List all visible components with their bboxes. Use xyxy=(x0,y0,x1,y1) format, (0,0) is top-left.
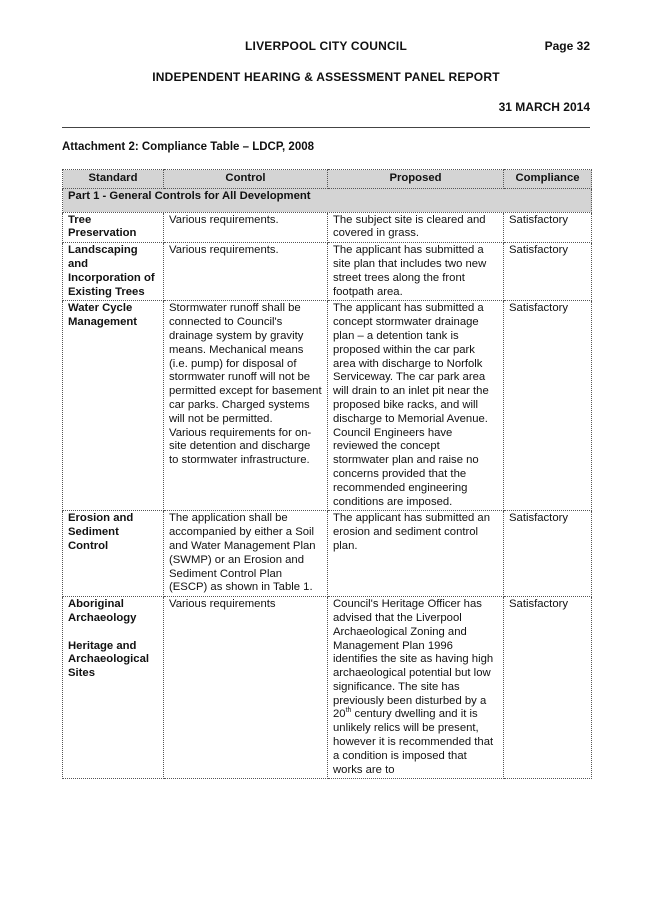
proposed-cell xyxy=(328,597,504,779)
standard-text: Aboriginal Archaeology xyxy=(68,598,137,624)
standard-cell xyxy=(63,597,164,779)
compliance-cell: Satisfactory xyxy=(504,597,592,779)
proposed-text: Council's Heritage Officer has advised that the Liverpool Archaeological Zoning and Management Plan 1996 identifies the site as having high archaeological potential but low significance. The site has previously been disturbed by a 20 xyxy=(333,598,494,721)
control-cell: Various requirements. xyxy=(164,212,328,243)
proposed-cell: The subject site is cleared and covered in grass. xyxy=(328,212,504,243)
table-row xyxy=(63,212,592,243)
compliance-cell: Satisfactory xyxy=(504,301,592,511)
compliance-table xyxy=(62,169,592,779)
column-header-standard: Standard xyxy=(63,170,164,189)
page-number: Page 32 xyxy=(544,39,590,53)
standard-cell: Water Cycle Management xyxy=(63,301,164,511)
column-header-compliance: Compliance xyxy=(504,170,592,189)
report-title: INDEPENDENT HEARING & ASSESSMENT PANEL REPORT xyxy=(152,70,500,84)
control-cell: The application shall be accompanied by either a Soil and Water Management Plan (SWMP) or an Erosion and Sediment Control Plan (ESCP) as shown in Table 1. xyxy=(164,511,328,597)
standard-cell: Erosion and Sediment Control xyxy=(63,511,164,597)
header-divider xyxy=(62,127,590,128)
report-date: 31 MARCH 2014 xyxy=(498,100,590,114)
table-row xyxy=(63,243,592,301)
compliance-cell: Satisfactory xyxy=(504,243,592,301)
header-council: LIVERPOOL CITY COUNCIL xyxy=(245,39,407,53)
proposed-cell: The applicant has submitted an erosion and sediment control plan. xyxy=(328,511,504,597)
part-heading-row xyxy=(63,188,592,212)
part-heading: Part 1 - General Controls for All Development xyxy=(63,188,592,212)
standard-cell: Landscaping and Incorporation of Existing Trees xyxy=(63,243,164,301)
proposed-cell: The applicant has submitted a site plan that includes two new street trees along the front footpath area. xyxy=(328,243,504,301)
standard-cell: Tree Preservation xyxy=(63,212,164,243)
compliance-cell: Satisfactory xyxy=(504,511,592,597)
ordinal-suffix: th xyxy=(345,707,352,715)
compliance-cell: Satisfactory xyxy=(504,212,592,243)
table-row xyxy=(63,597,592,779)
column-header-proposed: Proposed xyxy=(328,170,504,189)
table-row xyxy=(63,511,592,597)
control-cell: Various requirements. xyxy=(164,243,328,301)
column-header-control: Control xyxy=(164,170,328,189)
control-text-2: Various requirements for on-site detention and discharge to stormwater infrastructure. xyxy=(169,426,312,467)
standard-text-2: Heritage and Archaeological Sites xyxy=(68,639,149,680)
table-row xyxy=(63,301,592,511)
table-header-row xyxy=(63,170,592,189)
control-text: Stormwater runoff shall be connected to Council's drainage system by gravity means. Mechanical means (i.e. pump) for disposal of stormwater runoff will not be permitted except for basement car parks. Charged systems will not be permitted. xyxy=(169,302,322,425)
attachment-title: Attachment 2: Compliance Table – LDCP, 2008 xyxy=(62,141,315,153)
control-cell xyxy=(164,301,328,511)
control-cell: Various requirements xyxy=(164,597,328,779)
proposed-cell: The applicant has submitted a concept stormwater drainage plan – a detention tank is proposed within the car park area with discharge to Norfolk Serviceway. The car park area will drain to an inlet pit near the proposed bike racks, and will discharge to Memorial Avenue. Council Engineers have reviewed the concept stormwater plan and raise no concerns provided that the recommended engineering conditions are imposed. xyxy=(328,301,504,511)
proposed-text-2: century dwelling and it is unlikely relics will be present, however it is recommended that a condition is imposed that works are to xyxy=(333,708,494,776)
